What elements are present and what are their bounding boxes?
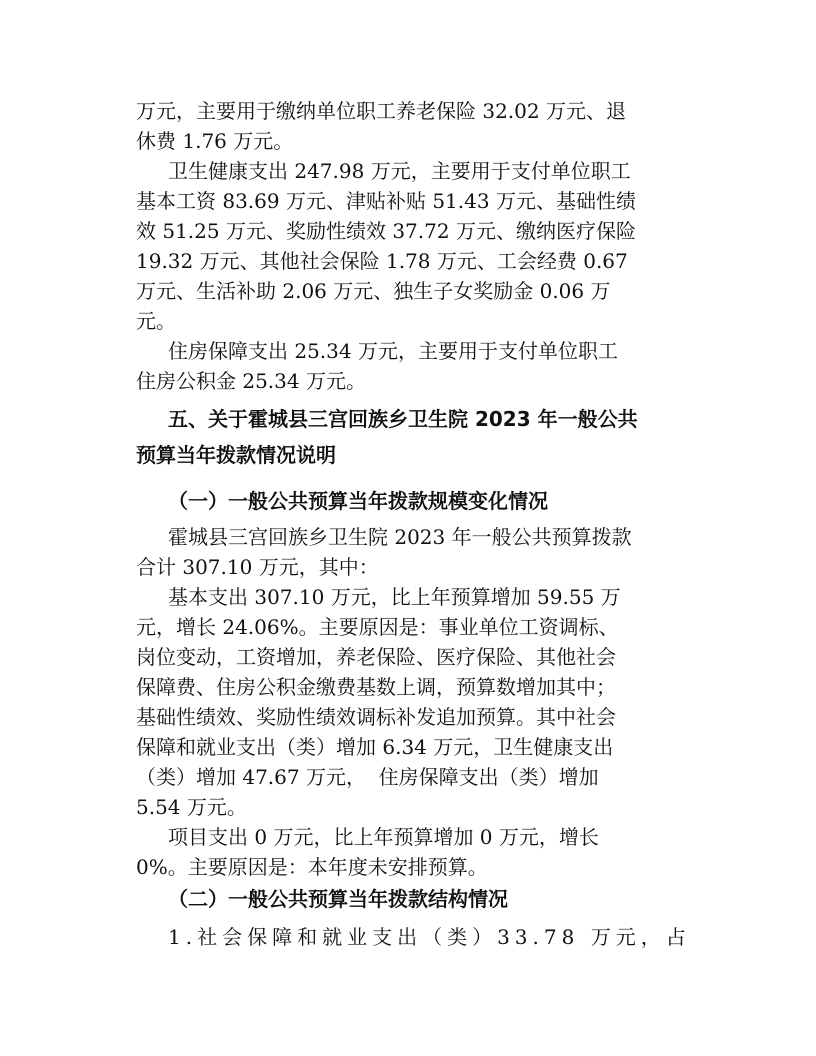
heading-line: 五、关于霍城县三宫回族乡卫生院 2023 年一般公共 — [168, 407, 638, 431]
text-line: 合计 307.10 万元，其中： — [136, 555, 379, 579]
text-line: 元。 — [136, 309, 176, 333]
text-line: 项目支出 0 万元，比上年预算增加 0 万元，增长 — [168, 825, 599, 849]
text-line: 住房公积金 25.34 万元。 — [136, 369, 366, 393]
text-line: 1.社会保障和就业支出（类）33.78 万元，占 — [168, 925, 691, 949]
text-line: 元，增长 24.06%。主要原因是：事业单位工资调标、 — [136, 615, 619, 639]
text-line: 住房保障支出 25.34 万元，主要用于支付单位职工 — [168, 339, 618, 363]
text-line: 岗位变动，工资增加，养老保险、医疗保险、其他社会 — [136, 645, 616, 669]
text-line: 休费 1.76 万元。 — [136, 129, 294, 153]
text-line: 卫生健康支出 247.98 万元，主要用于支付单位职工 — [168, 159, 631, 183]
text-line: 效 51.25 万元、奖励性绩效 37.72 万元、缴纳医疗保险 — [136, 219, 636, 243]
text-line: 19.32 万元、其他社会保险 1.78 万元、工会经费 0.67 — [136, 249, 628, 273]
text-line: 保障费、住房公积金缴费基数上调，预算数增加其中； — [136, 675, 616, 699]
text-line: （类）增加 47.67 万元， 住房保障支出（类）增加 — [136, 765, 599, 789]
heading-line: 预算当年拨款情况说明 — [136, 443, 336, 467]
text-line: 基本支出 307.10 万元，比上年预算增加 59.55 万 — [168, 585, 621, 609]
text-line: 万元、生活补助 2.06 万元、独生子女奖励金 0.06 万 — [136, 279, 611, 303]
text-line: 保障和就业支出（类）增加 6.34 万元，卫生健康支出 — [136, 735, 614, 759]
text-line: 基本工资 83.69 万元、津贴补贴 51.43 万元、基础性绩 — [136, 189, 636, 213]
text-line: 5.54 万元。 — [136, 795, 247, 819]
text-line: 基础性绩效、奖励性绩效调标补发追加预算。其中社会 — [136, 705, 616, 729]
subsection-one-heading: （一）一般公共预算当年拨款规模变化情况 — [168, 489, 548, 513]
text-line: 霍城县三宫回族乡卫生院 2023 年一般公共预算拨款 — [168, 525, 632, 549]
text-line: 0%。主要原因是：本年度未安排预算。 — [136, 855, 488, 879]
text-line: 万元，主要用于缴纳单位职工养老保险 32.02 万元、退 — [136, 99, 626, 123]
subsection-two-heading: （二）一般公共预算当年拨款结构情况 — [168, 887, 508, 911]
